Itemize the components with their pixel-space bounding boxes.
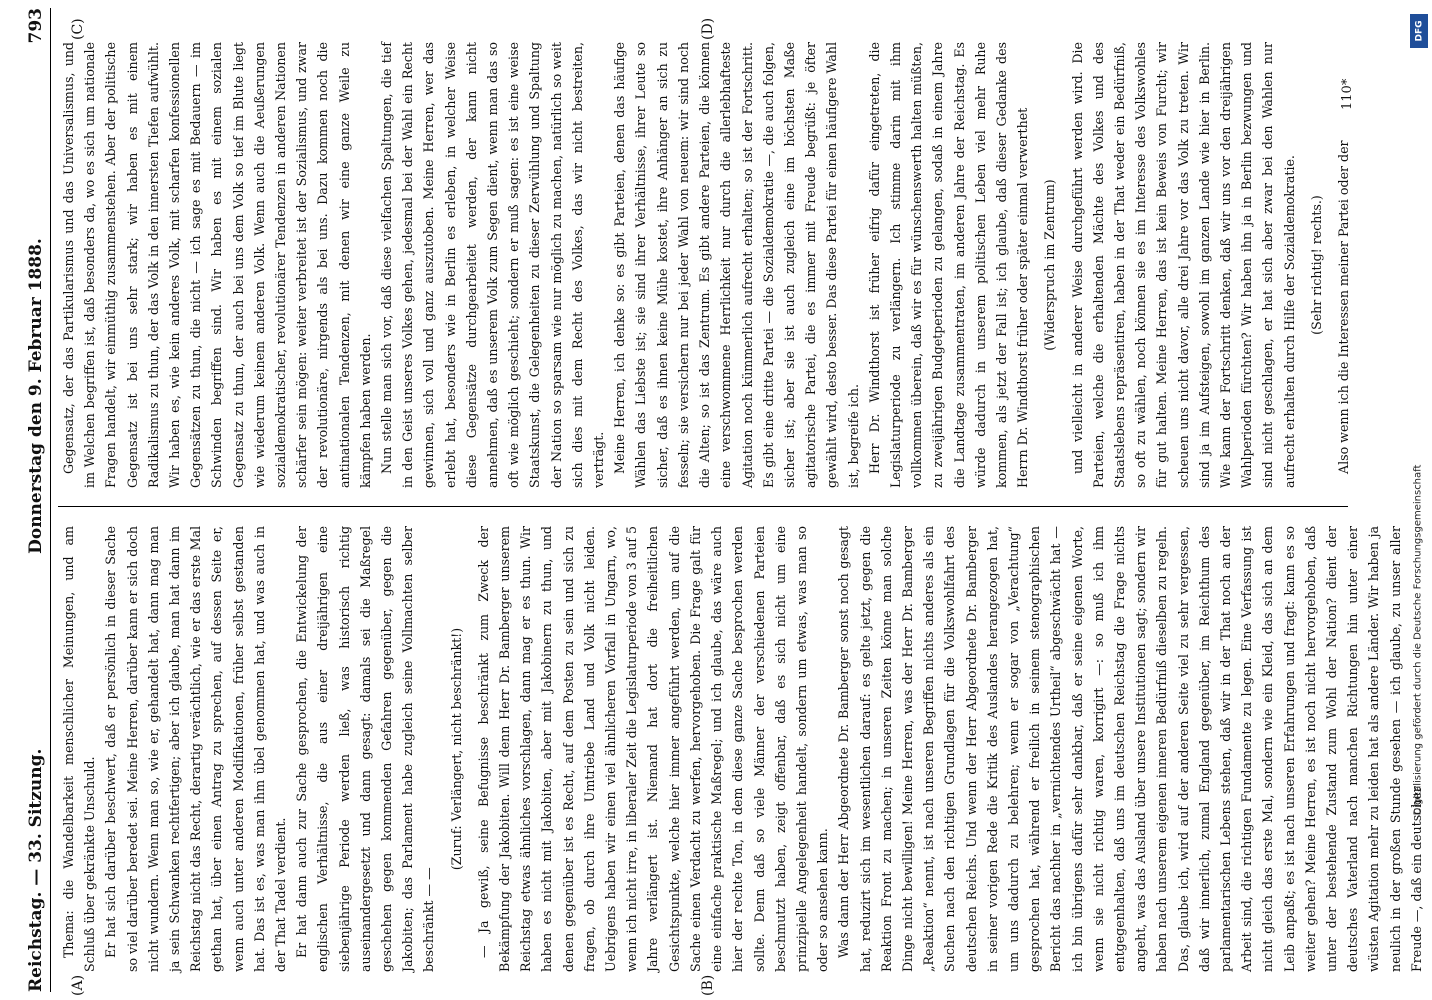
- left-paragraph: Er hat dann auch zur Sache gesprochen, die Entwickelung der englischen Verhältnisse, die aus einer dreijährigen eine siebenjährige Periode werden ließ, was historisch richtig auseinandergesetzt und dann gesagt: damals sei die Maßregel geschehen gegen kommenden Gefahren gegenüber, gegen die Jakobiten; das Parlament habe zugleich seine Vollmachten selber beschränkt — —: [294, 526, 437, 972]
- right-paragraph: und vielleicht in anderer Weise durchgeführt werden wird. Die Parteien, welche die erhaltenden Mächte des Volkes und des Staatslebens repräsentiren, haben in der That weder ein Bedürfniß, so oft zu wählen, noch können sie es im Interesse des Volkswohles für gut halten. Meine Herren, das ist kein Beweis von Furcht; wir scheuen uns nicht davor, alle drei Jahre vor das Volk zu treten. Wir sind ja im Aufsteigen, sowohl im ganzen Lande wie hier in Berlin. Wie kann der Fortschritt denken, daß wir uns vor den dreijährigen Wahlperioden fürchten? Wir haben ihn ja in Berlin bezwungen und sind nicht geschlagen, er hat sich aber zwar bei den Wahlen nur aufrecht erhalten durch Hilfe der Sozialdemokratie.: [1069, 42, 1297, 488]
- right-paragraph: Meine Herren, ich denke so: es gibt Parteien, denen das häufige Wählen das Liebste ist; sie sind ihrer Verhältnisse, ihrer Leute so sicher, daß es ihnen keine Mühe kostet, ihre Anhänger an sich zu fesseln; sie versichern nur bei jeder Wahl von neuem: wir sind noch die Alten; so ist das Zentrum. Es gibt andere Parteien, die können eine verschwommene Herrlichkeit nur durch die allerlebhafteste Agitation noch kümmerlich aufrecht erhalten; so ist der Fortschritt. Es gibt eine dritte Partei — die Sozialdemokratie —, die auch folgen, sicher ist; aber sie ist auch zugleich eine im höchsten Maße agitatorische Partei, die es immer mit Freude begrüßt: je öfter gewählt wird, desto besser. Das diese Partei für einen häufigere Wahl ist, begreife ich.: [612, 42, 861, 488]
- page-header: [12, 8, 51, 992]
- right-paragraph: Herr Dr. Windthorst ist früher eifrig dafür eingetreten, die Legislaturperiode zu verlängern. Ich stimme darin mit ihm vollkommen überein, daß wir es für wünschenswerth halten müßten, zu zweijährigen Budgetperioden zu gelangen, sodaß in einem Jahre die Landtage zusammentraten, im anderen Jahre der Reichstag. Es würde dadurch in unserem politischen Leben viel mehr Ruhe kommen, als jetzt der Fall ist; ich glaube, daß dieser Gedanke des Herrn Dr. Windthorst früher oder später einmal verwerthet: [866, 42, 1031, 488]
- left-paragraph: Thema: die Wandelbarkeit menschlicher Meinungen, und am Schluß über gekränkte Unschuld.: [61, 526, 98, 972]
- right-column: [58, 42, 1351, 488]
- header-left: Reichstag. — 33. Sitzung.: [26, 748, 46, 992]
- dfg-funding-note: Digitalisierung gefördert durch die Deutsche Forschungsgemeinschaft: [1412, 464, 1424, 816]
- column-divider: [58, 506, 1348, 507]
- page-number: 793: [26, 8, 46, 44]
- page-signature: 110*: [1340, 78, 1355, 110]
- left-paragraph: Was dann der Herr Abgeordnete Dr. Bamberger sonst noch gesagt hat, reduzirt sich im wesentlichen darauf: es gelte jetzt, gegen die Reaktion Front zu machen; in unseren Zeiten könne man solche Dinge nicht bewilligen! Meine Herren, was der Herr Dr. Bamberger „Reaktion“ nennt, ist nach unseren Begriffen nichts anderes als ein Suchen nach den richtigen Grundlagen für die Volkswohlfahrt des deutschen Reichs. Und wenn der Herr Abgeordnete Dr. Bamberger in seiner vorigen Rede die Kritik des Auslandes herangezogen hat, um uns dadurch zu belehren; wenn er sogar von „Verachtung“ gesprochen hat, während er freilich in seinem stenographischen Bericht das nachher in „vernichtendes Urtheil“ abgeschwächt hat — ich bin übrigens dafür sehr dankbar, daß er seine eigenen Worte, wenn sie nicht richtig waren, korrigirt —: so muß ich ihm entgegenhalten, daß uns im deutschen Reichstag die Frage nichts angeht, was das Ausland über unsere Institutionen sagt; sondern wir haben nach unserem eigenen inneren Bedürfniß dieselben zu regeln. Das, glaube ich, wird auf der anderen Seite viel zu sehr vergessen, daß wir innerlich, zumal England gegenüber, im Reichthum des parlamentarischen Lebens stehen, daß wir in der That noch an der Arbeit sind, die richtigen Fundamente zu legen. Eine Verfassung ist nicht gleich das erste Mal, sondern wie ein Kleid, das sich an dem Leib anpaßt; es ist nach unseren Erfahrungen und fragt: kann es so weiter gehen? Meine Herren, es ist noch nicht hervorgehoben, daß unter der bestehende Zustand zum Wohl der Nation? dient der deutsches Vaterland nach manchen Richtungen hin unter einer wüsten Agitation mehr zu leiden hat als andere Länder. Wir haben ja neulich in der großen Stunde gesehen — ich glaube, zu unser aller Freude —, daß ein deutscher: [836, 526, 1424, 972]
- dfg-logo: DFG: [1410, 14, 1428, 48]
- left-paragraph: Er hat sich darüber beschwert, daß er persönlich in dieser Sache so viel darüber beredet sei. Meine Herren, darüber kann er sich doch nicht wundern. Wenn man so, wie er, gehandelt hat, dann mag man ja sein Schwanken rechtfertigen; aber ich glaube, man hat dann im Reichstag nicht das Recht, derartig verächtlich, wie er das erste Mal gethan hat, über einen Antrag zu sprechen, auf dessen Seite er, wenn auch unter anderen Modifikationen, früher selbst gestanden hat. Das ist es, was man ihm übel genommen hat, und was auch in der That Tadel verdient.: [103, 526, 289, 972]
- interjection: (Zuruf: Verlängert, nicht beschränkt!): [448, 627, 464, 871]
- margin-mark-c: (C): [70, 18, 86, 40]
- right-paragraph: Nun stelle man sich vor, daß diese vielfachen Spaltungen, die tief in den Geist unseres Volkes gehen, jedesmal bei der Wahl ein Recht gewinnen, sich voll und ganz auszutoben. Meine Herren, wer das erlebt hat, besonders wie in Berlin es erleben, in welcher Weise diese Gegensätze durchgearbeitet werden, der kann nicht annehmen, daß es unserem Volk zum Segen dient, wenn man das so oft wie möglich geschieht; sondern er muß sagen: es ist eine weise Staatskunst, die Gelegenheiten zu dieser Zerwühlung und Spaltung der Nation so sparsam wie nur möglich zu machen, natürlich so weit sich dies mit dem Recht des Volkes, das wir nicht bestreiten, verträgt.: [379, 42, 607, 488]
- margin-mark-d: (D): [700, 17, 716, 40]
- left-paragraph: — Ja gewiß, seine Befugnisse beschränkt zum Zweck der Bekämpfung der Jakobiten. Will denn Herr Dr. Bamberger unserem Reichstag etwas ähnliches vorschlagen, dann mag er es thun. Wir haben es nicht mit Jakobiten, aber mit Jakobinern zu thun, und denen gegenüber ist es Recht, auf dem Posten zu sein und sich zu fragen, ob durch ihre Umtriebe Land und Volk nicht leiden. Uebrigens haben wir einen viel ähnlicheren Vorfall in Ungarn, wo, wenn ich nicht irre, in liberaler Zeit die Legislaturperiode von 3 auf 5 Jahre verlängert ist. Niemand hat dort die freiheitlichen Gesichtspunkte, welche hier immer angeführt werden, um auf die Sache einen Verdacht zu werfen, hervorgehoben. Die Frage galt für eine einfache praktische Maßregel; und ich glaube, das wäre auch hier der rechte Ton, in dem diese ganze Sache besprochen werden sollte. Denn daß so viele Männer der verschiedenen Parteien beschmutzt haben, zeigt offenbar, daß es sich nicht um eine prinzipielle Angelegenheit handelt, sondern um etwas, was man so oder so ansehen kann.: [475, 525, 831, 972]
- right-paragraph: Also wenn ich die Interessen meiner Partei oder der: [1335, 140, 1351, 474]
- margin-mark-a: (A): [70, 974, 86, 996]
- header-date: Donnerstag den 9. Februar 1888.: [26, 238, 46, 554]
- dfg-sidebar: [1408, 0, 1430, 1000]
- interjection: (Sehr richtig! rechts.): [1308, 195, 1324, 335]
- right-paragraph: Gegensatz, der das Partikularismus und das Universalismus, und im Welchen begriffen ist, daß besonders da, wo es sich um nationale Fragen handelt, wir einmüthig zusammenstehen. Aber der politische Gegensatz ist bei uns sehr stark; wir haben es mit einem Radikalismus zu thun, der das Volk in den innersten Tiefen aufwühlt. Wir haben es, wie kein anderes Volk, mit scharfen konfessionellen Gegensätzen zu thun, die nicht — ich sage es mit Bedauern — im Schwinden begriffen sind. Wir haben es mit einem sozialen Gegensatz zu thun, der auch bei uns dem Volk so tief im Blute liegt wie wiederum keinem anderen Volk. Wenn auch die Aeußerungen sozialdemokratischer, revolutionärer Tendenzen in anderen Nationen schärfer sein mögen: weiter verbreitet ist der Sozialismus, und zwar der revolutionäre, nirgends als bei uns. Dazu kommen noch die antinationalen Tendenzen, mit denen wir eine ganze Weile zu kämpfen haben werden.: [61, 42, 373, 488]
- margin-mark-b: (B): [700, 974, 716, 996]
- interjection: (Widerspruch im Zentrum): [1042, 179, 1058, 351]
